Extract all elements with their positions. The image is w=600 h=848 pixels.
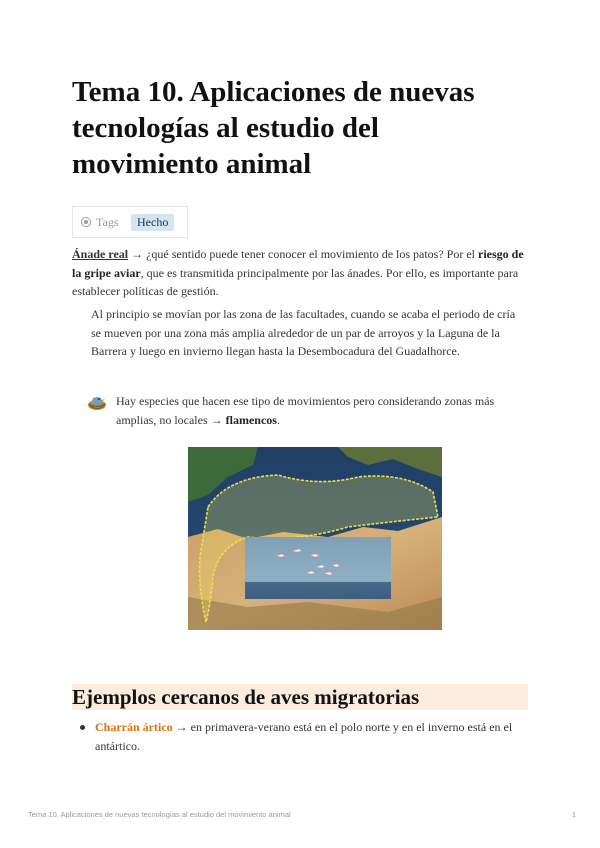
p1-text2: , que es transmitida principalmente por las ánades. Por ello, es importante para establecer políticas de gestión.	[72, 265, 519, 298]
callout-text	[116, 392, 511, 429]
p1-bold: riesgo de la gripe aviar	[72, 247, 524, 280]
tags-property	[72, 206, 188, 238]
footer-title: Tema 10. Aplicaciones de nuevas tecnologías al estudio del movimiento animal	[28, 810, 291, 819]
term-charran: Charrán ártico	[95, 720, 173, 734]
page-footer	[28, 810, 576, 819]
callout-flamencos	[86, 392, 526, 429]
tag-pill-hecho[interactable]: Hecho	[131, 214, 174, 231]
footer-page-number: 1	[571, 810, 576, 819]
tags-label-cell	[73, 207, 131, 237]
bullet-desc: → en primavera-verano está en el polo norte y en el inverno está en el antártico.	[95, 720, 513, 753]
bullet-dot	[80, 725, 85, 730]
page-title: Tema 10. Aplicaciones de nuevas tecnologías al estudio del movimiento animal	[72, 76, 475, 180]
p1-text1: → ¿qué sentido puede tener conocer el movimiento de los patos? Por el	[128, 247, 479, 261]
map-flamingo-image	[188, 447, 442, 630]
tags-label: Tags	[96, 214, 119, 229]
callout-bold: flamencos	[225, 412, 277, 427]
callout-main: Hay especies que hacen ese tipo de movimientos pero considerando zonas más amplias, no locales →	[116, 394, 495, 427]
bird-nest-icon	[86, 392, 108, 412]
term-anade-real: Ánade real	[72, 247, 129, 261]
paragraph-movimientos: Al principio se movían por las zona de las facultades, cuando se acaba el periodo de cría se mueven por una zona más amplia alrededor de un par de arroyos y la Laguna de la Barrera y luego en invierno llegan hasta la Desembocadura del Guadalhorce.	[91, 307, 516, 358]
tags-icon	[81, 217, 91, 227]
bullet-text	[95, 718, 528, 755]
list-item-charran	[80, 718, 528, 755]
section-heading-aves: Ejemplos cercanos de aves migratorias	[72, 684, 528, 710]
paragraph-anade	[72, 245, 528, 301]
callout-end: .	[276, 412, 280, 427]
